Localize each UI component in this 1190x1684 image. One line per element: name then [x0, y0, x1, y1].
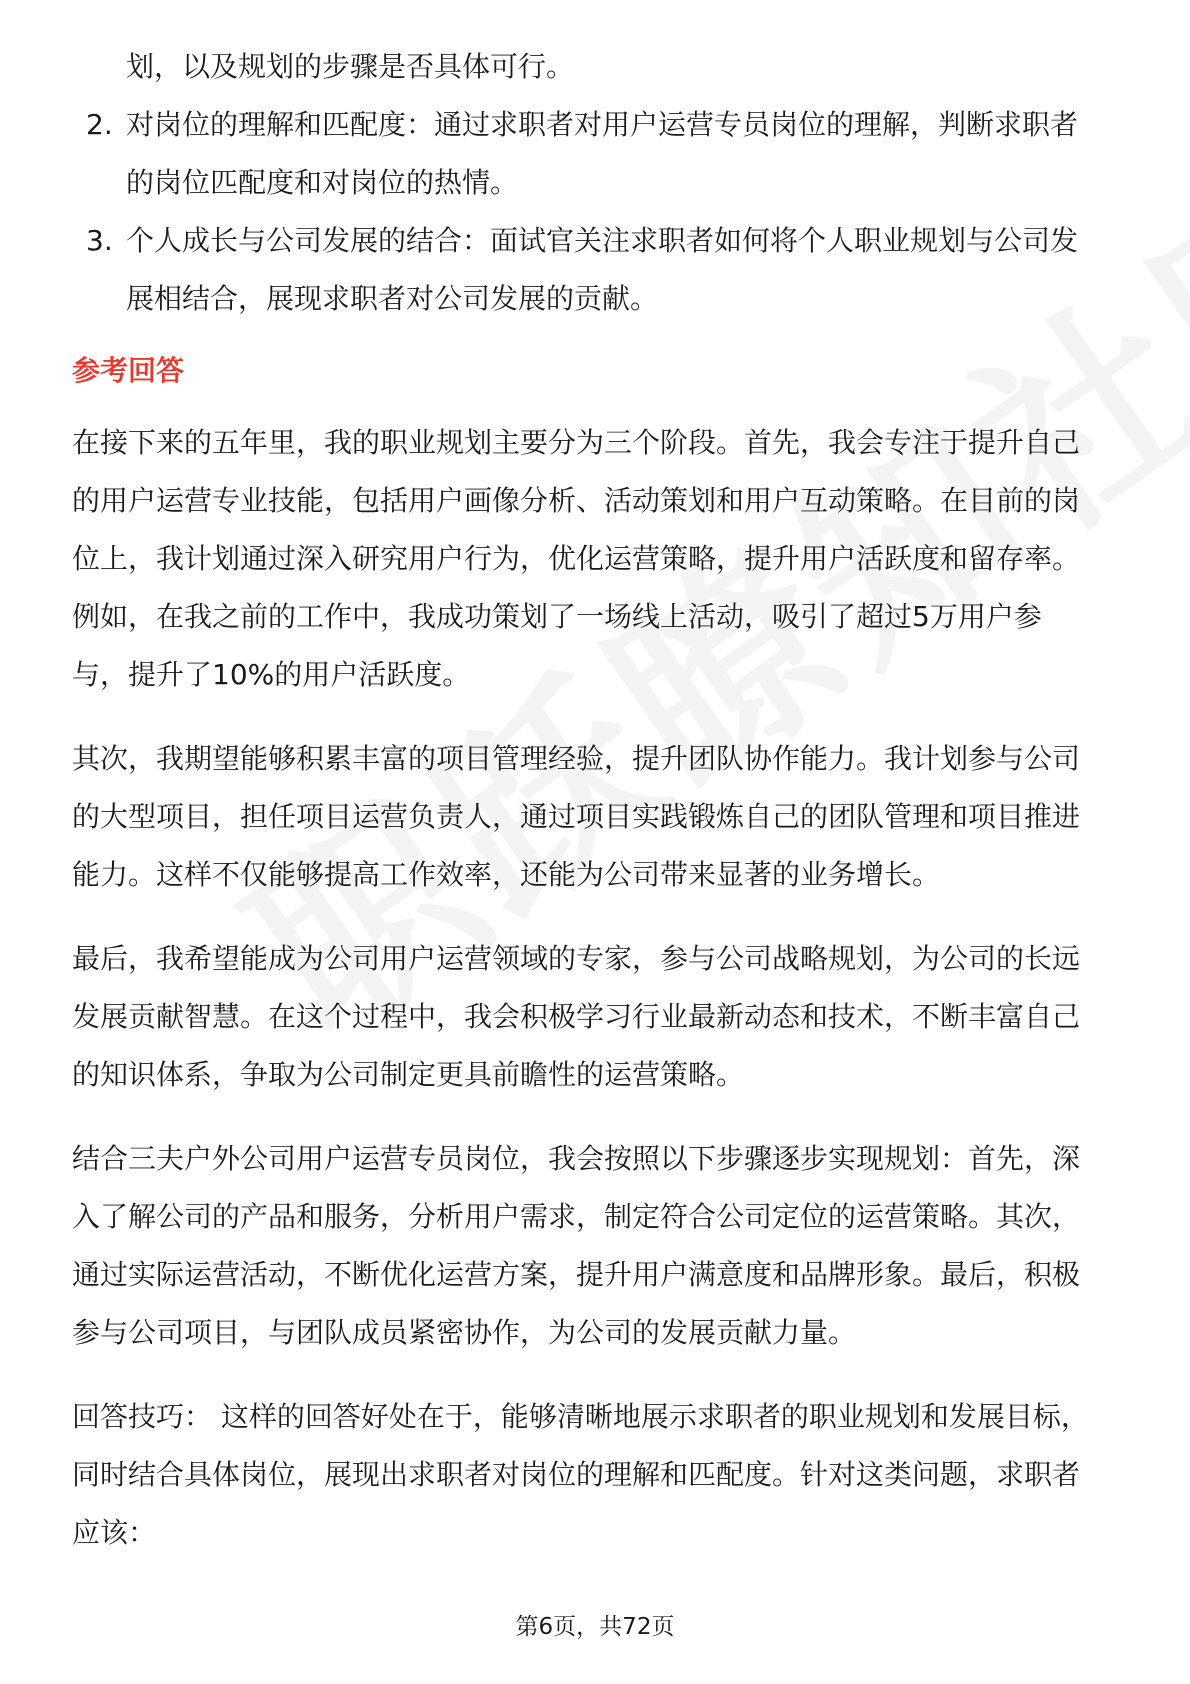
paragraph-line: 的知识体系，争取为公司制定更具前瞻性的运营策略。 — [72, 1058, 745, 1091]
paragraph-line: 同时结合具体岗位，展现出求职者对岗位的理解和匹配度。针对这类问题，求职者 — [72, 1458, 1081, 1491]
paragraph-line: 通过实际运营活动，不断优化运营方案，提升用户满意度和品牌形象。最后，积极 — [72, 1258, 1081, 1291]
list-number: 3. — [86, 224, 113, 257]
paragraph-line: 最后，我希望能成为公司用户运营领域的专家，参与公司战略规划，为公司的长远 — [72, 942, 1081, 975]
page-content — [72, 38, 1112, 1562]
list-text: 对岗位的理解和匹配度：通过求职者对用户运营专员岗位的理解，判断求职者 — [126, 108, 1079, 141]
paragraph — [72, 730, 1112, 904]
paragraph-line: 其次，我期望能够积累丰富的项目管理经验，提升团队协作能力。我计划参与公司 — [72, 742, 1081, 775]
paragraph-line: 的大型项目，担任项目运营负责人，通过项目实践锻炼自己的团队管理和项目推进 — [72, 800, 1081, 833]
list-item — [72, 212, 1112, 328]
list-item — [72, 96, 1112, 212]
list-number: 2. — [86, 108, 113, 141]
paragraph-line: 能力。这样不仅能够提高工作效率，还能为公司带来显著的业务增长。 — [72, 858, 941, 891]
paragraph-line: 回答技巧： 这样的回答好处在于，能够清晰地展示求职者的职业规划和发展目标， — [72, 1400, 1089, 1433]
page-number: 第6页，共72页 — [515, 1614, 675, 1640]
paragraph — [72, 1130, 1112, 1362]
paragraph-line: 的用户运营专业技能，包括用户画像分析、活动策划和用户互动策略。在目前的岗 — [72, 484, 1081, 517]
paragraph-line: 在接下来的五年里，我的职业规划主要分为三个阶段。首先，我会专注于提升自己 — [72, 426, 1081, 459]
paragraph-line: 例如，在我之前的工作中，我成功策划了一场线上活动，吸引了超过5万用户参 — [72, 600, 1042, 633]
list-text-continued: 展相结合，展现求职者对公司发展的贡献。 — [126, 282, 659, 315]
paragraph-line: 应该： — [72, 1516, 157, 1549]
paragraph-line: 参与公司项目，与团队成员紧密协作，为公司的发展贡献力量。 — [72, 1316, 857, 1349]
paragraph — [72, 414, 1112, 704]
paragraph — [72, 1388, 1112, 1562]
paragraph-line: 位上，我计划通过深入研究用户行为，优化运营策略，提升用户活跃度和留存率。 — [72, 542, 1081, 575]
continued-line: 划，以及规划的步骤是否具体可行。 — [126, 50, 575, 83]
paragraph-line: 发展贡献智慧。在这个过程中，我会积极学习行业最新动态和技术，不断丰富自己 — [72, 1000, 1081, 1033]
list-text: 个人成长与公司发展的结合：面试官关注求职者如何将个人职业规划与公司发 — [126, 224, 1079, 257]
section-title: 参考回答 — [72, 354, 185, 387]
paragraph-line: 结合三夫户外公司用户运营专员岗位，我会按照以下步骤逐步实现规划：首先，深 — [72, 1142, 1081, 1175]
criteria-list — [72, 96, 1112, 328]
paragraph-line: 入了解公司的产品和服务，分析用户需求，制定符合公司定位的运营策略。其次， — [72, 1200, 1081, 1233]
paragraph-line: 与，提升了10%的用户活跃度。 — [72, 658, 471, 691]
paragraph — [72, 930, 1112, 1104]
list-text-continued: 的岗位匹配度和对岗位的热情。 — [126, 166, 519, 199]
